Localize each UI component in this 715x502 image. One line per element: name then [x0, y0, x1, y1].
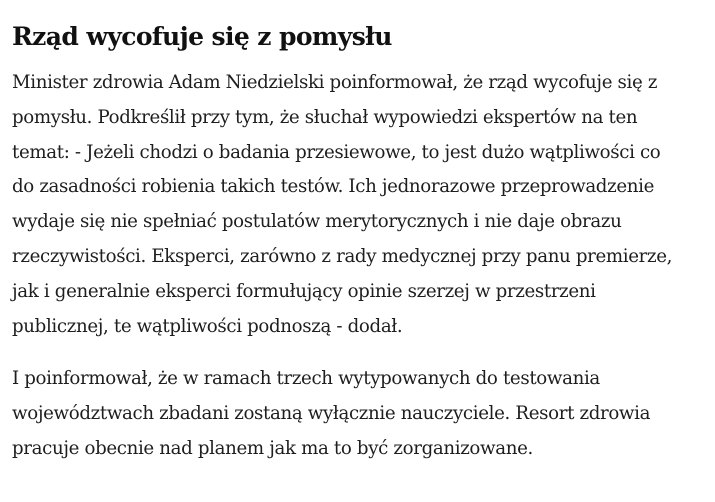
paragraph-line: temat: - Jeżeli chodzi o badania przesiewowe, to jest dużo wątpliwości co	[12, 141, 661, 163]
article-paragraph-1	[12, 66, 708, 344]
paragraph-line: pracuje obecnie nad planem jak ma to być zorganizowane.	[12, 437, 533, 459]
paragraph-line: Minister zdrowia Adam Niedzielski poinformował, że rząd wycofuje się z	[12, 72, 658, 93]
paragraph-line: wydaje się nie spełniać postulatów merytorycznych i nie daje obrazu	[12, 211, 622, 233]
paragraph-line: województwach zbadani zostaną wyłącznie nauczyciele. Resort zdrowia	[12, 403, 651, 425]
article-body	[12, 18, 708, 467]
paragraph-line: publicznej, te wątpliwości podnoszą - dodał.	[12, 315, 403, 337]
paragraph-line: rzeczywistości. Eksperci, zarówno z rady medycznej przy panu premierze,	[12, 245, 673, 267]
article-headline: Rząd wycofuje się z pomysłu	[12, 22, 392, 51]
paragraph-line: do zasadności robienia takich testów. Ich jednorazowe przeprowadzenie	[12, 176, 654, 198]
paragraph-line: I poinformował, że w ramach trzech wytypowanych do testowania	[12, 368, 600, 390]
article-paragraph-2	[12, 362, 708, 466]
paragraph-line: pomysłu. Podkreślił przy tym, że słuchał wypowiedzi ekspertów na ten	[12, 106, 638, 128]
paragraph-line: jak i generalnie eksperci formułujący opinie szerzej w przestrzeni	[12, 280, 596, 302]
